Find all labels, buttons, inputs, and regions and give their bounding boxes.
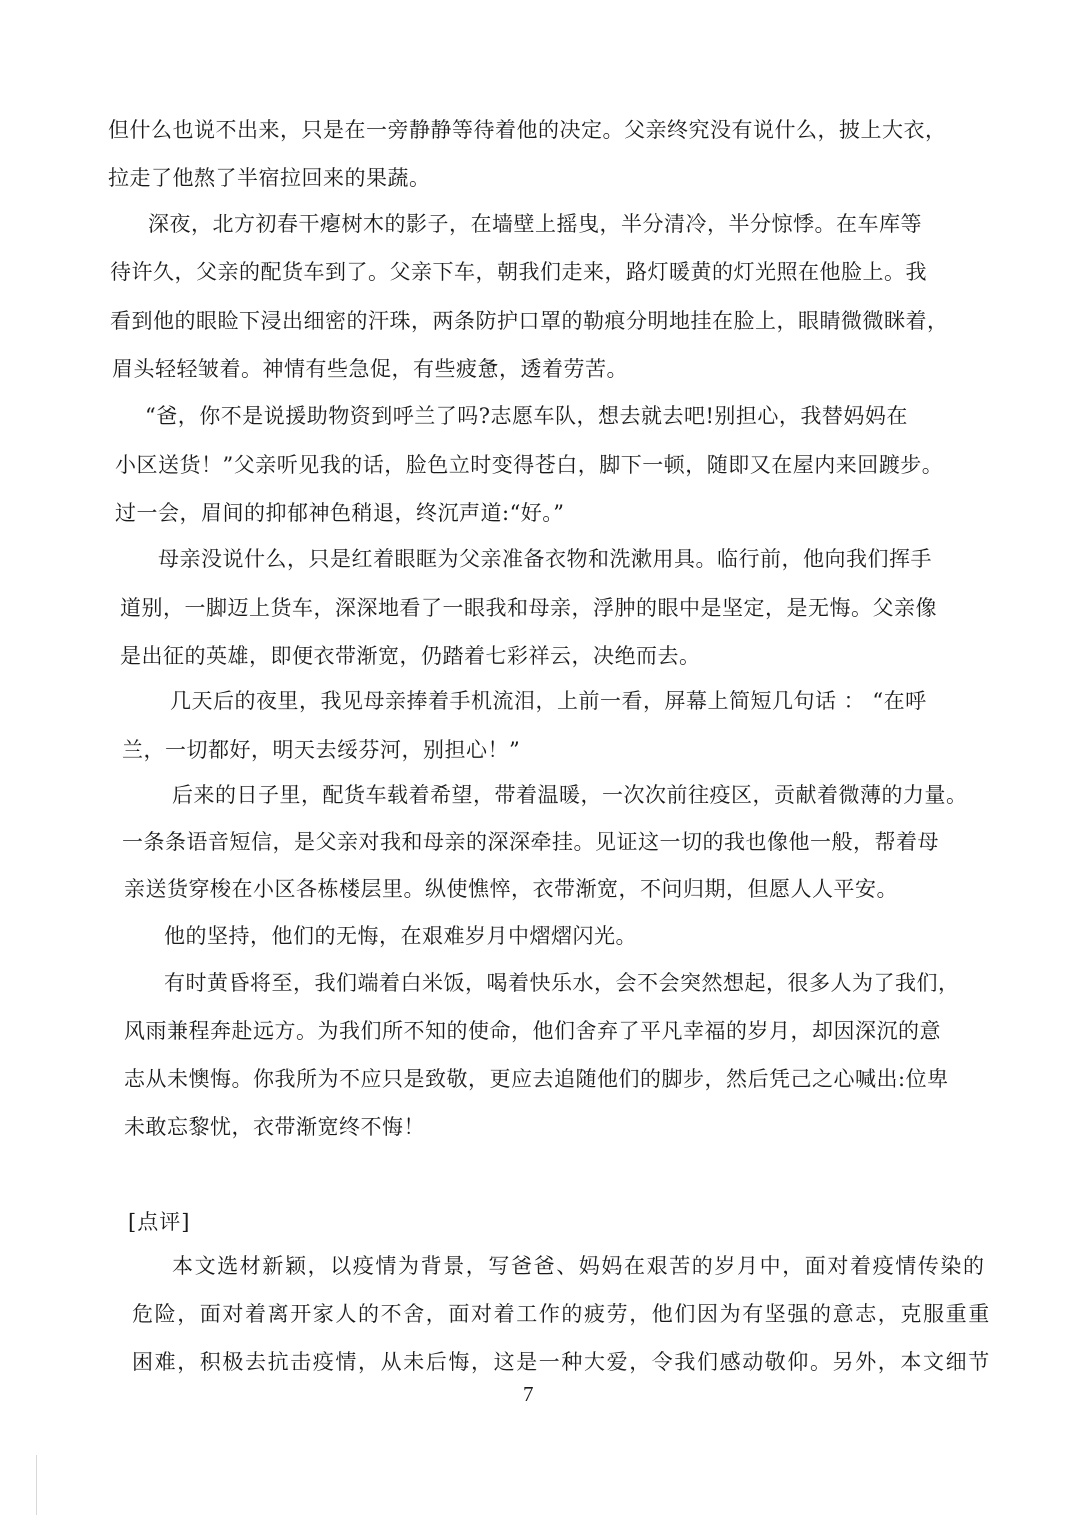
story-line: 兰，一切都好，明天去绥芬河，别担心！”: [122, 738, 521, 762]
story-line: 过一会，眉间的抑郁神色稍退，终沉声道:“好。”: [115, 501, 565, 525]
page-number: 7: [523, 1382, 534, 1406]
story-line: 后来的日子里，配货车载着希望，带着温暖，一次次前往疫区，贡献着微薄的力量。: [172, 783, 968, 807]
story-line: 母亲没说什么，只是红着眼眶为父亲准备衣物和洗漱用具。临行前，他向我们挥手: [158, 547, 932, 571]
comment-line: 危险，面对着离开家人的不舍，面对着工作的疲劳，他们因为有坚强的意志，克服重重: [132, 1302, 991, 1326]
story-line: 未敢忘黎忧，衣带渐宽终不悔！: [124, 1115, 425, 1139]
story-line: 小区送货！”父亲听见我的话，脸色立时变得苍白，脚下一顿，随即又在屋内来回踱步。: [115, 453, 944, 477]
story-line: 眉头轻轻皱着。神情有些急促，有些疲惫，透着劳苦。: [112, 357, 628, 381]
comment-line: 本文选材新颖，以疫情为背景，写爸爸、妈妈在艰苦的岁月中，面对着疫情传染的: [172, 1254, 986, 1278]
comment-line: 困难，积极去抗击疫情，从未后悔，这是一种大爱，令我们感动敬仰。另外，本文细节: [132, 1350, 991, 1374]
story-line: 有时黄昏将至，我们端着白米饭，喝着快乐水，会不会突然想起，很多人为了我们，: [164, 971, 960, 995]
story-line: 一条条语音短信，是父亲对我和母亲的深深牵挂。见证这一切的我也像他一般，帮着母: [122, 830, 939, 854]
story-line: 志从未懊悔。你我所为不应只是致敬，更应去追随他们的脚步，然后凭己之心喊出:位卑: [124, 1067, 949, 1091]
comment-heading: [点评]: [128, 1210, 191, 1234]
story-line: 待许久，父亲的配货车到了。父亲下车，朝我们走来，路灯暖黄的灯光照在他脸上。我: [110, 260, 927, 284]
story-line: 几天后的夜里，我见母亲捧着手机流泪，上前一看，屏幕上简短几句话 ： “在呼: [170, 689, 927, 713]
story-line: 但什么也说不出来，只是在一旁静静等待着他的决定。父亲终究没有说什么，披上大衣，: [108, 118, 947, 142]
story-line: 拉走了他熬了半宿拉回来的果蔬。: [108, 166, 431, 190]
story-line: 风雨兼程奔赴远方。为我们所不知的使命，他们舍弃了平凡幸福的岁月，却因深沉的意: [124, 1019, 941, 1043]
story-line: 亲送货穿梭在小区各栋楼层里。纵使憔悴，衣带渐宽，不问归期，但愿人人平安。: [124, 877, 898, 901]
scan-edge-divider: [36, 1455, 37, 1515]
story-line: 是出征的英雄，即便衣带渐宽，仍踏着七彩祥云，决绝而去。: [120, 644, 701, 668]
story-line: 看到他的眼睑下浸出细密的汗珠，两条防护口罩的勒痕分明地挂在脸上，眼睛微微眯着，: [110, 309, 949, 333]
story-line: 深夜，北方初春干瘪树木的影子，在墙壁上摇曳，半分清冷，半分惊悸。在车库等: [148, 212, 922, 236]
story-line: “爸，你不是说援助物资到呼兰了吗?志愿车队，想去就去吧!别担心，我替妈妈在: [145, 404, 908, 428]
story-line: 道别，一脚迈上货车，深深地看了一眼我和母亲，浮肿的眼中是坚定，是无悔。父亲像: [120, 596, 937, 620]
story-line: 他的坚持，他们的无悔，在艰难岁月中熠熠闪光。: [164, 924, 637, 948]
